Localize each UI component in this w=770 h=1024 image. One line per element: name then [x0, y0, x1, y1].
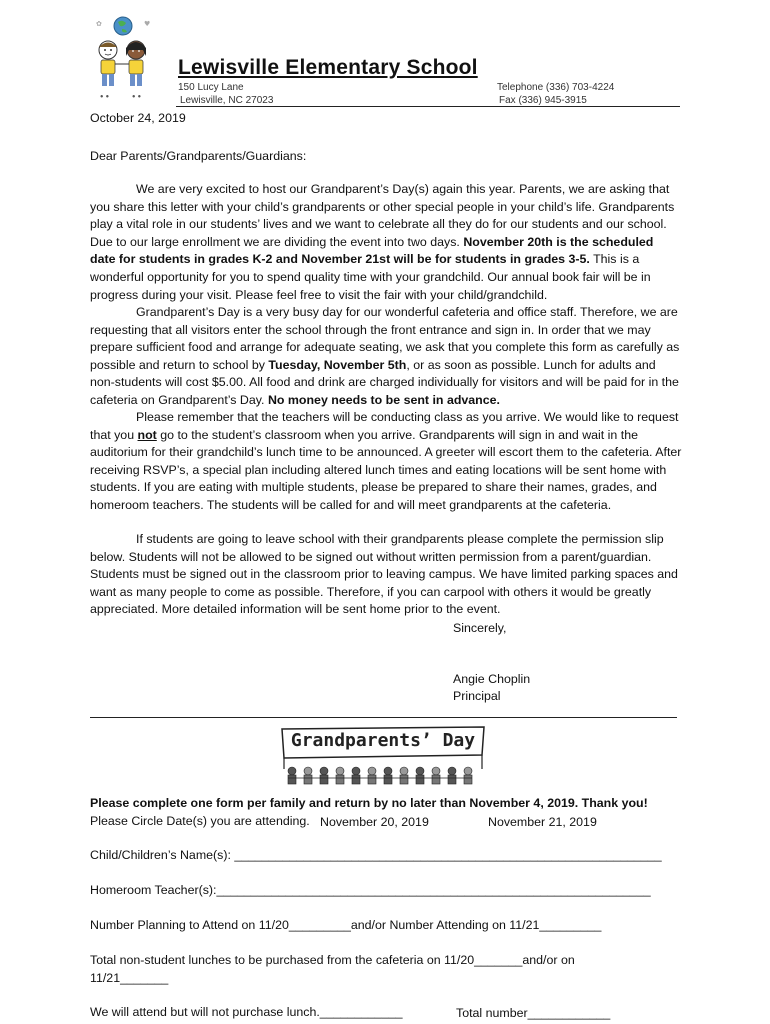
- no-money-note: No money needs to be sent in advance.: [267, 392, 500, 407]
- date-option-nov-20[interactable]: November 20, 2019: [320, 815, 429, 829]
- fax: Fax (336) 945-3915: [499, 95, 587, 106]
- address-line-2: Lewisville, NC 27023: [180, 95, 274, 106]
- form-instruction: Please complete one form per family and return by no later than November 4, 2019. Thank you!: [90, 796, 648, 810]
- paragraph-1: We are very excited to host our Grandparent’s Day(s) again this year. Parents, we are asking that you share this letter with your child’s grandparents or other special people in your child’s life. Grandparents play a vital role in our students’ lives and we want to celebrate all they do for our students and our school. Due to our large enrollment we are dividing the event into two days. November 20th is the scheduled date for students in grades K-2 and November 21st will be for students in grades 3-5. This is a wonderful opportunity for you to spend quality time with your grandchild. Our annual book fair will be in progress during your visit. Please feel free to visit the fair with your child/grandchild.: [90, 182, 675, 302]
- letter-date: October 24, 2019: [90, 111, 186, 125]
- paragraph-4: If students are going to leave school with their grandparents please complete the permission slip below. Students will not be allowed to be signed out without written permission from a parent/guardian. Students must be signed out in the classroom prior to leaving campus. We have limited parking spaces and want as many people to come as possible. Therefore, if you can carpool with others it would be greatly appreciated. More detailed information will be sent home prior to the event.: [90, 532, 678, 617]
- paragraph-2: Grandparent’s Day is a very busy day for our wonderful cafeteria and office staff. Therefore, we are requesting that all visitors enter the school through the front entrance and sign in. In order that we may prepare sufficient food and arrange for adequate seating, we ask that you complete this form as carefully as possible and return to school by Tuesday, November 5th, or as soon as possible. Lunch for adults and non-students will cost $5.00. All food and drink are charged individually for visitors and will be paid for in the cafeteria on Grandparent’s Day. No money needs to be sent in advance.: [90, 305, 680, 407]
- header-divider: [176, 106, 680, 107]
- svg-text:✿: ✿: [96, 20, 102, 28]
- date-option-nov-21[interactable]: November 21, 2019: [488, 815, 597, 829]
- no-lunch-field[interactable]: We will attend but will not purchase lunch.____________: [90, 1005, 403, 1019]
- number-attending-field[interactable]: Number Planning to Attend on 11/20_________and/or Number Attending on 11/21_________: [90, 918, 602, 932]
- address-line-1: 150 Lucy Lane: [178, 82, 244, 93]
- grade-dates-note: November 20th is the scheduled date for students in grades K-2 and November 21st will be for students in grades 3-5.: [90, 234, 654, 267]
- telephone: Telephone (336) 703-4224: [497, 82, 615, 93]
- banner-title: Grandparents’ Day: [290, 730, 476, 751]
- circle-dates-label: Please Circle Date(s) you are attending.: [90, 814, 310, 828]
- lunches-field-line-1[interactable]: Total non-student lunches to be purchased from the cafeteria on 11/20_______and/or on: [90, 953, 575, 967]
- lunches-field-line-2[interactable]: 11/21_______: [90, 971, 169, 985]
- signer-name: Angie Choplin: [453, 672, 531, 686]
- salutation: Dear Parents/Grandparents/Guardians:: [90, 149, 307, 163]
- total-number-field[interactable]: Total number____________: [456, 1006, 611, 1020]
- children-names-field[interactable]: Child/Children’s Name(s): ______________________________________________________________: [90, 848, 662, 862]
- school-logo: [88, 14, 158, 106]
- tear-line: [90, 717, 677, 718]
- not-emphasis: not: [137, 427, 157, 442]
- closing: Sincerely,: [453, 621, 507, 635]
- homeroom-teacher-field[interactable]: Homeroom Teacher(s):_______________________________________________________________: [90, 883, 651, 897]
- svg-text:ꔷ ꔷ: ꔷ ꔷ: [132, 93, 142, 101]
- school-name: Lewisville Elementary School: [178, 56, 478, 79]
- svg-text:ꔷ ꔷ: ꔷ ꔷ: [100, 93, 110, 101]
- svg-text:♥: ♥: [144, 20, 151, 28]
- signer-title: Principal: [453, 689, 501, 703]
- paragraph-3: Please remember that the teachers will be conducting class as you arrive. We would like to request that you not go to the student’s classroom when you arrive. Grandparents will sign in and wait in the auditorium for their grandchild’s lunch time to be announced. A greeter will escort them to the cafeteria. After receiving RSVP’s, a special plan including altered lunch times and eating locations will be sent home with students. If you are eating with multiple students, please be prepared to share their names, grades, and homeroom teachers. The students will be called for and will meet grandparents at the cafeteria.: [90, 410, 682, 512]
- grandparents-day-banner: [278, 725, 488, 791]
- return-deadline: Tuesday, November 5th: [268, 357, 407, 372]
